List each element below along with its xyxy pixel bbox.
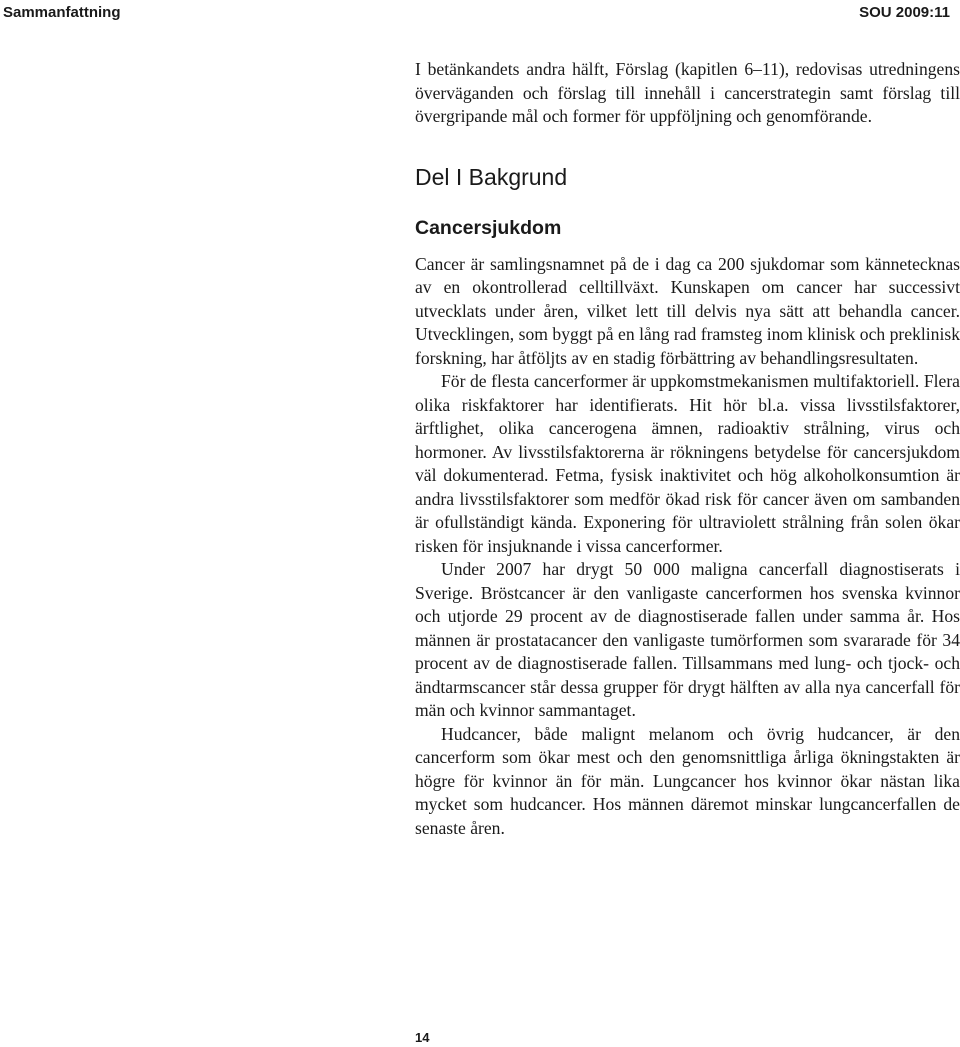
body-paragraph: Hudcancer, både malignt melanom och övrig hudcancer, är den cancerform som ökar mest och den genomsnittliga årliga ökningstakten är högre för kvinnor än för män. Lungcancer hos kvinnor ökar nästan lika mycket som hudcancer. Hos männen däremot minskar lungcancerfallen de senaste åren.	[415, 723, 960, 838]
body-paragraph: För de flesta cancerformer är uppkomstmekanismen multifaktoriell. Flera olika riskfaktorer har identifierats. Hit hör bl.a. vissa livsstilsfaktorer, ärftlighet, olika cancerogena ämnen, radioaktiv strålning, virus och hormoner. Av livsstilsfaktorerna är rökningens betydelse för cancersjukdom väl dokumenterad. Fetma, fysisk inaktivitet och hög alkoholkonsumtion är andra livsstilsfaktorer som medför ökad risk för cancer även om sambanden är ofullständigt kända. Exponering för ultraviolett strålning från solen ökar risken för insjuknande i vissa cancerformer.	[415, 371, 960, 556]
running-head-chapter: Sammanfattning	[3, 4, 121, 21]
intro-paragraph: I betänkandets andra hälft, Förslag (kapitlen 6–11), redovisas utredningens överväganden och förslag till innehåll i cancerstrategin samt förslag till övergripande mål och former för uppföljning och genomförande.	[415, 59, 960, 126]
page-content	[415, 58, 960, 840]
section-heading: Cancersjukdom	[415, 216, 562, 239]
running-head	[0, 4, 960, 28]
body-paragraph: Cancer är samlingsnamnet på de i dag ca 200 sjukdomar som kännetecknas av en okontrollerad celltillväxt. Kunskapen om cancer har successivt utvecklats under åren, vilket lett till delvis nya sätt att behandla cancer. Utvecklingen, som byggt på en lång rad framsteg inom klinisk och preklinisk forskning, har åtföljts av en stadig förbättring av behandlingsresultaten.	[415, 253, 960, 368]
part-heading: Del I Bakgrund	[415, 163, 568, 190]
running-head-report-id: SOU 2009:11	[859, 4, 950, 21]
body-paragraph: Under 2007 har drygt 50 000 maligna cancerfall diagnostiserats i Sverige. Bröstcancer är den vanligaste cancerformen hos svenska kvinnor och utjorde 29 procent av de diagnostiserade fallen under samma år. Hos männen är prostatacancer den vanligaste tumörformen som svararade för 34 procent av de diagnostiserade fallen. Tillsammans med lung- och tjock- och ändtarmscancer står dessa grupper för drygt hälften av alla nya cancerfall för män och kvinnor sammantaget.	[415, 559, 960, 720]
page-number: 14	[415, 1030, 430, 1045]
